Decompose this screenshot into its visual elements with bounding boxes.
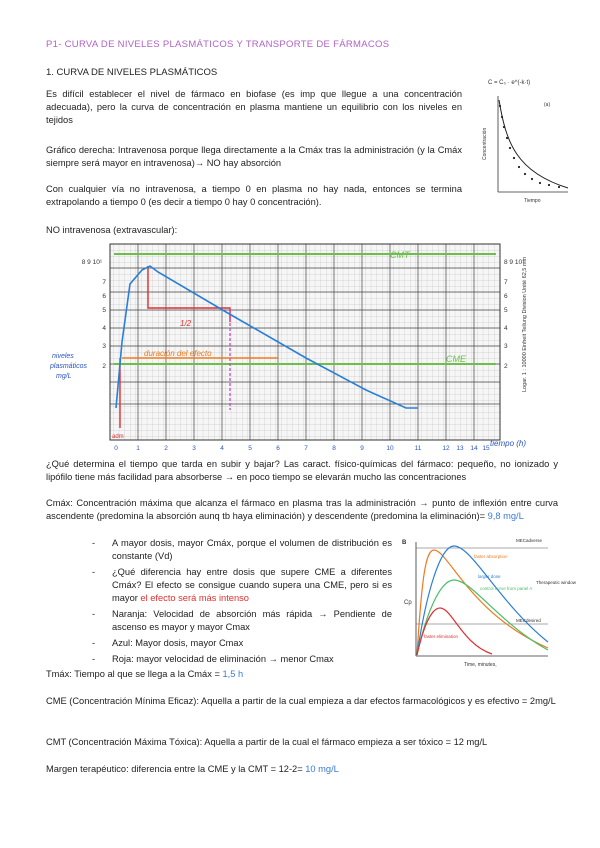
faster-absorption-label: faster absorption <box>474 554 508 559</box>
half-life-label: 1/2 <box>180 319 192 328</box>
decay-panel-letter: (a) <box>544 102 551 108</box>
margin-text: Margen terapéutico: diferencia entre la CME y la CMT = 12-2= <box>46 764 306 774</box>
svg-text:2: 2 <box>164 445 168 452</box>
decay-points <box>499 105 560 188</box>
svg-text:0: 0 <box>114 445 118 452</box>
svg-text:2: 2 <box>102 363 106 370</box>
paragraph-biofase: Es difícil establecer el nivel de fármaco en biofase (es imp que llegue a una concentración adecuada), pero la curva de concentración en plasma mantiene un equilibrio con los niveles en tejidos <box>46 89 462 125</box>
svg-text:8: 8 <box>332 445 336 452</box>
decay-equation: C = C₀ · e^(-k·t) <box>488 80 531 86</box>
svg-text:4: 4 <box>220 445 224 452</box>
decay-curve <box>499 100 568 188</box>
graph-grid-minor <box>110 244 500 440</box>
cmax-value: 9,8 mg/L <box>487 511 524 521</box>
y-ticks-left <box>82 259 107 370</box>
cmt-paragraph: CMT (Concentración Máxima Tóxica): Aquella a partir de la cual el fármaco empieza a ser tóxico = 12 mg/L <box>46 737 488 747</box>
svg-text:7: 7 <box>304 445 308 452</box>
svg-text:5: 5 <box>248 445 252 452</box>
graph-paper-label: Logar. 1 : 10000 Einheit Teilung Division Unité 62,5 mm <box>522 256 528 392</box>
svg-text:11: 11 <box>414 445 422 452</box>
cmax-bullets <box>92 537 392 669</box>
control-curve-label: control curve from panel A <box>480 586 533 591</box>
y-axis-handwritten-label <box>49 353 87 380</box>
svg-text:6: 6 <box>102 293 106 300</box>
x-ticks <box>114 445 490 452</box>
cmax-text: Cmáx: Concentración máxima que alcanza el fármaco en plasma tras la administración → punto de inflexión entre curva ascendente (predomina la absorción aunq tb haya eliminación) y descendente (predomina la eliminación)= <box>46 498 558 521</box>
svg-text:niveles: niveles <box>52 353 74 360</box>
svg-text:5: 5 <box>504 307 508 314</box>
cmax-paragraph <box>46 497 558 523</box>
bullet-orange: - Naranja: Velocidad de absorción más rápida → Pendiente de ascenso es mayor y mayor Cmax <box>92 608 392 634</box>
svg-text:4: 4 <box>504 325 508 332</box>
svg-text:7: 7 <box>102 279 106 286</box>
svg-text:2: 2 <box>504 363 508 370</box>
svg-text:4: 4 <box>102 325 106 332</box>
svg-text:6: 6 <box>276 445 280 452</box>
time-label: tiempo (h) <box>490 439 527 448</box>
cmt-label: CMT <box>390 250 410 260</box>
svg-text:12: 12 <box>442 445 450 452</box>
margin-value: 10 mg/L <box>305 764 339 774</box>
faster-absorption-curve <box>417 550 548 655</box>
tmax-paragraph <box>46 668 243 681</box>
bullet-dose: - A mayor dosis, mayor Cmáx, porque el volumen de distribución es constante (Vd) <box>92 537 392 563</box>
margin-paragraph <box>46 763 339 776</box>
decay-xlabel: Tiempo <box>524 198 541 204</box>
bullet-red-text: el efecto será más intenso <box>140 593 249 603</box>
svg-text:13: 13 <box>456 445 464 452</box>
tmax-value: 1,5 h <box>222 669 244 679</box>
svg-text:8 9 10¹: 8 9 10¹ <box>504 259 525 266</box>
svg-text:3: 3 <box>504 343 508 350</box>
faster-elimination-label: faster elimination <box>424 634 459 639</box>
therapeutic-window-label: Therapeutic window <box>536 580 577 585</box>
svg-text:3: 3 <box>102 343 106 350</box>
decay-ylabel: Concentración <box>482 127 488 160</box>
cme-label: CME <box>446 354 466 364</box>
svg-text:3: 3 <box>192 445 196 452</box>
mec-adverse-label: MECadverse <box>516 538 543 543</box>
mec-desired-label: MECdesired <box>516 618 541 623</box>
svg-text:mg/L: mg/L <box>56 373 72 380</box>
plasma-level-chart <box>46 232 576 454</box>
svg-text:14: 14 <box>470 445 478 452</box>
svg-text:plasmáticos: plasmáticos <box>50 363 87 370</box>
iv-decay-chart <box>476 72 576 212</box>
svg-text:9: 9 <box>360 445 364 452</box>
cme-paragraph: CME (Concentración Mínima Eficaz): Aquella a partir de la cual empieza a dar efectos farmacológicos y es efectivo = 2mg/L <box>46 696 556 706</box>
svg-text:1: 1 <box>136 445 140 452</box>
no-iv-label: NO intravenosa (extravascular): <box>46 225 178 235</box>
question-paragraph: ¿Qué determina el tiempo que tarda en subir y bajar? Las caract. físico-químicas del fármaco: pequeño, no ionizado y lipófilo tiene más facilidad para absorberse → en poco tiempo se elevarán mucho las concentraciones <box>46 459 558 482</box>
tmax-text: Tmáx: Tiempo al que se llega a la Cmáx = <box>46 669 223 679</box>
svg-text:15: 15 <box>482 445 490 452</box>
bullet-cme-difference: - ¿Qué diferencia hay entre dosis que supere CME a diferentes Cmáx? El efecto se consigue cuando supera una CME, pero si es mayor el efecto será más intenso <box>92 566 392 605</box>
cp-time-chart <box>400 534 577 668</box>
cp-chart-letter: B <box>402 540 407 546</box>
paragraph-grafico-derecha: Gráfico derecha: Intravenosa porque llega directamente a la Cmáx tras la administración (y la Cmáx siempre será mayor en intravenosa)→ NO hay absorción <box>46 145 462 168</box>
bullet-red: - Roja: mayor velocidad de eliminación → menor Cmax <box>92 653 392 666</box>
svg-text:7: 7 <box>504 279 508 286</box>
larger-dose-label: larger dose <box>478 574 501 579</box>
admin-label: adm <box>112 434 124 440</box>
svg-text:8 9 10¹: 8 9 10¹ <box>81 259 102 266</box>
paragraph-extrapolacion: Con cualquier vía no intravenosa, a tiempo 0 en plasma no hay nada, entonces se termina extrapolando a tiempo 0 (es decir a tiempo 0 hay 0 concentración). <box>46 184 462 207</box>
cp-xlabel: Time, minutes, <box>464 662 497 668</box>
svg-text:6: 6 <box>504 293 508 300</box>
page-title: P1- CURVA DE NIVELES PLASMÁTICOS Y TRANSPORTE DE FÁRMACOS <box>46 39 390 50</box>
svg-text:10: 10 <box>386 445 394 452</box>
duration-label: duración del efecto <box>144 349 212 358</box>
section-heading: 1. CURVA DE NIVELES PLASMÁTICOS <box>46 67 218 78</box>
bullet-blue: - Azul: Mayor dosis, mayor Cmax <box>92 637 392 650</box>
svg-text:5: 5 <box>102 307 106 314</box>
cp-ylabel: Cp <box>404 600 412 606</box>
